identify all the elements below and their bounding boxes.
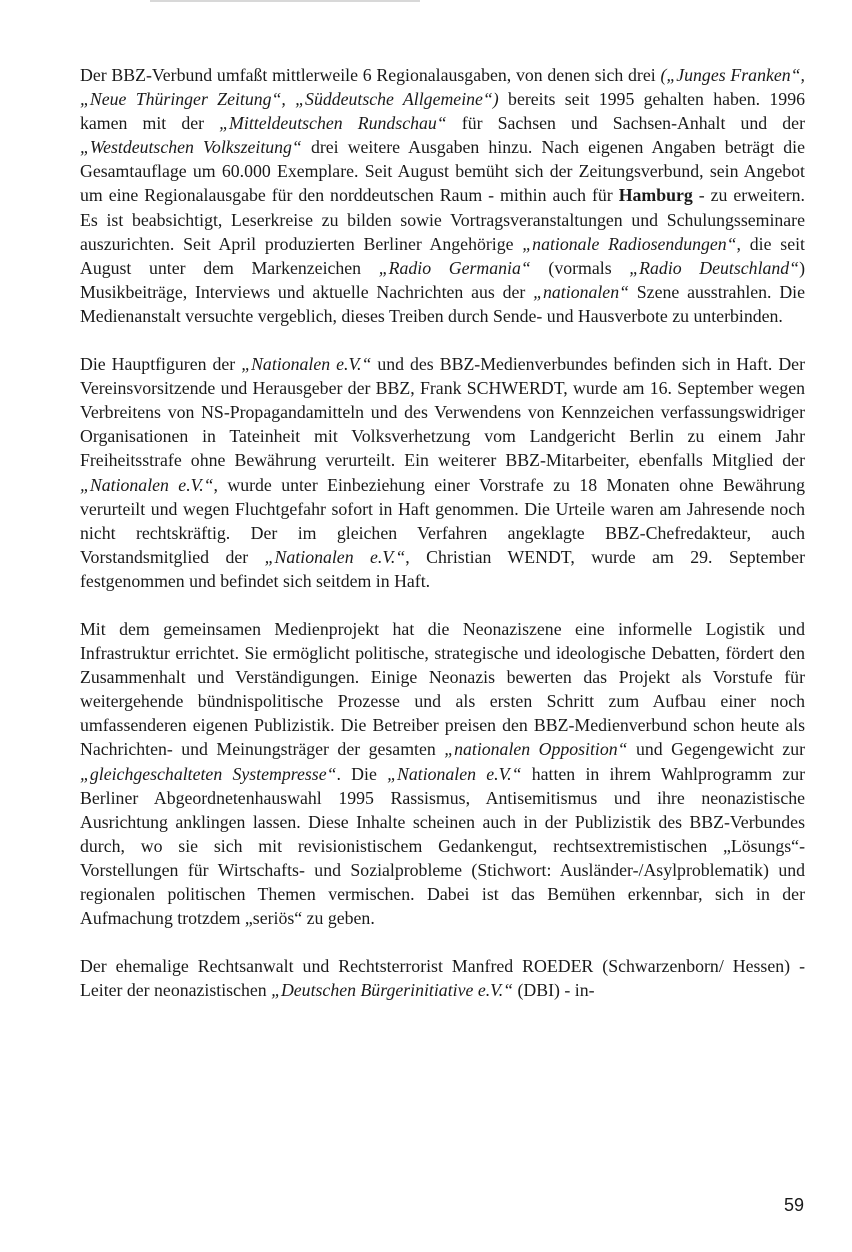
text-run: Die Hauptfiguren der (80, 354, 242, 375)
bold-run: Hamburg (618, 185, 693, 206)
italic-run: „Mitteldeutschen Rundschau“ (219, 113, 447, 134)
text-run: , Christian WENDT, wurde am 29. September festgenommen und befindet sich seitdem in Haft. (80, 546, 805, 591)
scan-edge-line (150, 0, 420, 2)
text-run: hatten in ihrem Wahlprogramm zur Berliner Abgeordnetenhauswahl 1995 Rassismus, Antisemitismus und ihre neonazistische Ausrichtung anklingen lassen. Diese Inhalte scheinen auch in der Publizistik des BBZ-Verbundes durch, wo sie sich mit revisionistischem Gedankengut, rechtsextremistischen „Lösungs“-Vorstellungen für Wirtschafts- und Sozialprobleme (Stichwort: Ausländer-/Asylproblematik) und regionalen politischen Themen vermischen. Dabei ist das Bemühen erkennbar, sich in der Aufmachung trotzdem „seriös“ zu geben. (80, 763, 806, 929)
italic-run: „Nationalen e.V.“ (264, 546, 406, 567)
italic-run: („Junges Franken“, „Neue Thüringer Zeitung“, „Süddeutsche Allgemeine“) (80, 65, 805, 110)
text-run: ) Musikbeiträge, Interviews und aktuelle Nachrichten aus der (80, 257, 805, 302)
text-run: und Gegengewicht zur (627, 739, 806, 760)
italic-run: „nationale Radiosendungen“ (522, 233, 737, 254)
text-run: (vormals (530, 257, 630, 278)
italic-run: „Westdeutschen Volkszeitung“ (80, 137, 302, 158)
text-run: (DBI) - in- (513, 980, 595, 1001)
text-run: , die seit August unter dem Markenzeichen (80, 233, 805, 278)
italic-run: „Nationalen e.V.“ (80, 474, 214, 495)
italic-run: „Radio Deutschland“ (629, 257, 800, 278)
text-run: Der BBZ-Verbund umfaßt mittlerweile 6 Regionalausgaben, von denen sich drei (80, 65, 661, 85)
text-run: Mit dem gemeinsamen Medienprojekt hat die Neonaziszene eine informelle Logistik und Infrastruktur errichtet. Sie ermöglicht politische, strategische und ideologische Debatten, fördert den Zusammenhalt und Verständigungen. Einige Neonazis bewerten das Projekt als Vorstufe für weitergehende bündnispolitische Prozesse und als ersten Schritt zum Aufbau einer noch umfassenderen eigenen Publizistik. Die Betreiber preisen den BBZ-Medienverbund schon heute als Nachrichten- und Meinungsträger der gesamten (80, 618, 805, 760)
italic-run: „Radio Germania“ (378, 257, 531, 278)
italic-run: „Nationalen e.V.“ (387, 763, 522, 784)
italic-run: „nationalen“ (533, 281, 629, 302)
page-number: 59 (783, 1195, 804, 1215)
paragraph (80, 63, 805, 328)
italic-run: „nationalen Opposition“ (444, 739, 628, 760)
italic-run: „gleichgeschalteten Systempresse“ (80, 763, 337, 784)
paragraph (80, 617, 805, 930)
italic-run: „Nationalen e.V.“ (241, 354, 372, 375)
document-body (80, 63, 805, 1002)
text-run: bereits seit 1995 gehalten haben. 1996 kamen mit der (80, 89, 805, 134)
text-run: drei weitere Ausgaben hinzu. Nach eigenen Angaben beträgt die Gesamtauflage um 60.000 Exemplare. Seit August bemüht sich der Zeitungsverbund, sein Angebot um eine Regionalausgabe für den norddeutschen Raum - mithin auch für (80, 137, 805, 206)
text-run: und des BBZ-Medienverbundes befinden sich in Haft. Der Vereinsvorsitzende und Herausgeber der BBZ, Frank SCHWERDT, wurde am 16. September wegen Verbreitens von NS-Propagandamitteln und des Verwendens von Kennzeichen verfassungswidriger Organisationen in Tateinheit mit Volksverhetzung vom Landgericht Berlin zu einem Jahr Freiheitsstrafe ohne Bewährung verurteilt. Ein weiterer BBZ-Mitarbeiter, ebenfalls Mitglied der (80, 354, 805, 471)
text-run: . Die (336, 763, 388, 784)
text-run: Szene ausstrahlen. Die Medienanstalt versuchte vergeblich, dieses Treiben durch Sende- und Hausverbote zu unterbinden. (80, 281, 805, 326)
text-run: - zu erweitern. Es ist beabsichtigt, Leserkreise zu bilden sowie Vortragsveranstaltungen und Schulungsseminare auszurichten. Seit April produzierten Berliner Angehörige (80, 185, 805, 254)
text-run: für Sachsen und Sachsen-Anhalt und der (446, 113, 805, 134)
text-run: Der ehemalige Rechtsanwalt und Rechtsterrorist Manfred ROEDER (Schwarzenborn/ Hessen) - Leiter der neonazistischen (80, 956, 805, 1001)
text-run: , wurde unter Einbeziehung einer Vorstrafe zu 18 Monaten ohne Bewährung verurteilt und wegen Fluchtgefahr sofort in Haft genommen. Die Urteile waren am Jahresende noch nicht rechtskräftig. Der im gleichen Verfahren angeklagte BBZ-Chefredakteur, auch Vorstandsmitglied der (80, 474, 805, 567)
italic-run: „Deutschen Bürgerinitiative e.V.“ (271, 980, 514, 1001)
paragraph (80, 352, 805, 593)
paragraph (80, 954, 805, 1002)
